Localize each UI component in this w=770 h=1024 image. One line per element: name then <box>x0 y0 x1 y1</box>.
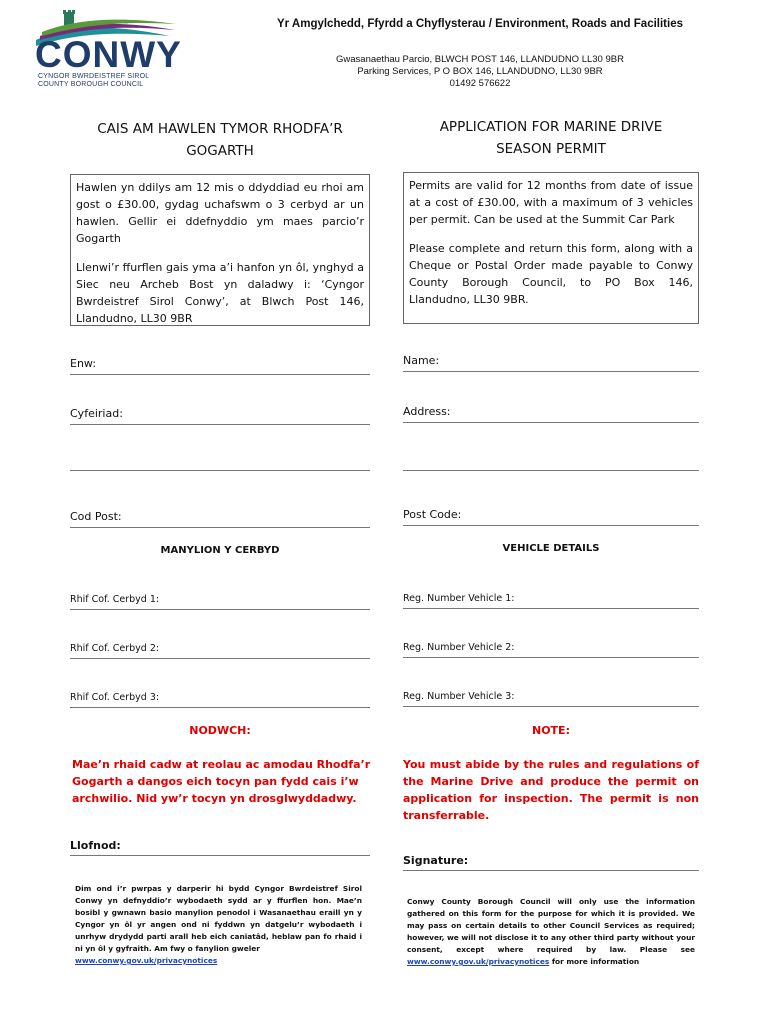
english-note-heading: NOTE: <box>532 724 570 737</box>
english-address-line-2[interactable] <box>403 470 699 471</box>
welsh-intro-p2: Llenwi’r ffurflen gais yma a’i hanfon yn ôl, ynghyd a Siec neu Archeb Bost yn daladwy i: ‘Cyngor Bwrdeistref Sirol Conwy’, at Blwch Post 146, Llandudno, LL30 9BR <box>76 261 364 325</box>
welsh-name-field[interactable]: Enw: <box>70 357 370 375</box>
english-note-text: You must abide by the rules and regulations of the Marine Drive and produce the permit on application for inspection. The permit is non transferrable. <box>403 758 699 822</box>
welsh-privacy-link[interactable]: www.conwy.gov.uk/privacynotices <box>75 956 218 965</box>
department-heading: Yr Amgylchedd, Ffyrdd a Chyflysterau / Environment, Roads and Facilities <box>277 18 683 30</box>
welsh-postcode-field[interactable]: Cod Post: <box>70 510 370 528</box>
welsh-reg-vehicle-1[interactable]: Rhif Cof. Cerbyd 1: <box>70 594 370 610</box>
logo-sub-english: COUNTY BOROUGH COUNCIL <box>38 81 144 88</box>
welsh-title: CAIS AM HAWLEN TYMOR RHODFA’R GOGARTH <box>97 121 343 159</box>
welsh-note-text: Mae’n rhaid cadw at reolau ac amodau Rhodfa’r Gogarth a dangos eich tocyn pan fydd cais i’w archwilio. Nid yw’r tocyn yn drosglwyddadwy. <box>72 758 371 805</box>
council-logo <box>30 10 180 90</box>
english-intro-p1: Permits are valid for 12 months from date of issue at a cost of £30.00, with a maximum of 3 vehicles per permit. Can be used at the Summit Car Park <box>409 179 693 226</box>
english-intro-p2: Please complete and return this form, along with a Cheque or Postal Order made payable to Conwy County Borough Council, to PO Box 146, Llandudno, LL30 9BR. <box>409 242 693 306</box>
english-name-field[interactable]: Name: <box>403 354 699 372</box>
english-reg-vehicle-2[interactable]: Reg. Number Vehicle 2: <box>403 642 699 658</box>
address-english: Parking Services, P O BOX 146, LLANDUDNO, LL30 9BR <box>357 66 603 77</box>
address-welsh: Gwasanaethau Parcio, BLWCH POST 146, LLANDUDNO LL30 9BR <box>336 54 624 65</box>
welsh-vehicle-heading: MANYLION Y CERBYD <box>160 545 280 556</box>
english-reg-vehicle-3[interactable]: Reg. Number Vehicle 3: <box>403 691 699 707</box>
english-postcode-field[interactable]: Post Code: <box>403 508 699 526</box>
english-title: APPLICATION FOR MARINE DRIVE SEASON PERMIT <box>439 119 663 157</box>
logo-sub-welsh: CYNGOR BWRDEISTREF SIROL <box>38 73 150 80</box>
english-privacy-link[interactable]: www.conwy.gov.uk/privacynotices <box>407 957 550 966</box>
english-address-field[interactable]: Address: <box>403 405 699 423</box>
logo-wordmark: CONWY <box>35 34 182 75</box>
phone-number: 01492 576622 <box>449 78 511 89</box>
welsh-address-field[interactable]: Cyfeiriad: <box>70 407 370 425</box>
welsh-privacy-notice: Dim ond i’r pwrpas y darperir hi bydd Cyngor Bwrdeistref Sirol Conwy yn defnyddio’r wybodaeth sydd ar y ffurflen hon. Mae’n bosibl y gwnawn basio manylion penodol i Wasanaethau eraill yn y Cyngor yn ôl yr angen ond ni fyddwn yn datgelu’r wybodaeth i unrhyw drydydd parti arall heb eich caniatâd, heblaw pan fo rhaid i ni yn ôl y gyfraith. Am fwy o fanylion gweler www.conwy.gov.uk/privacynotices <box>75 884 362 965</box>
welsh-address-line-2[interactable] <box>70 470 370 471</box>
welsh-signature-field[interactable]: Llofnod: <box>70 839 370 856</box>
welsh-reg-vehicle-2[interactable]: Rhif Cof. Cerbyd 2: <box>70 643 370 659</box>
english-signature-field[interactable]: Signature: <box>403 854 699 871</box>
english-vehicle-heading: VEHICLE DETAILS <box>502 543 600 554</box>
english-intro-box <box>403 172 699 324</box>
english-privacy-notice: Conwy County Borough Council will only use the information gathered on this form for the purpose for which it is provided. We may pass on certain details to other Council Services as required; however, we will not disclose it to any other third party without your consent, except where required by law. Please see www.conwy.gov.uk/privacynotices for more information <box>407 897 695 966</box>
english-reg-vehicle-1[interactable]: Reg. Number Vehicle 1: <box>403 593 699 609</box>
welsh-reg-vehicle-3[interactable]: Rhif Cof. Cerbyd 3: <box>70 692 370 708</box>
welsh-intro-p1: Hawlen yn ddilys am 12 mis o ddyddiad eu rhoi am gost o £30.00, gydag uchafswm o 3 cerbyd ar un hawlen. Gellir ei ddefnyddio ym maes parcio’r Gogarth <box>76 181 364 245</box>
welsh-intro-box <box>70 174 370 326</box>
welsh-note-heading: NODWCH: <box>189 724 251 737</box>
